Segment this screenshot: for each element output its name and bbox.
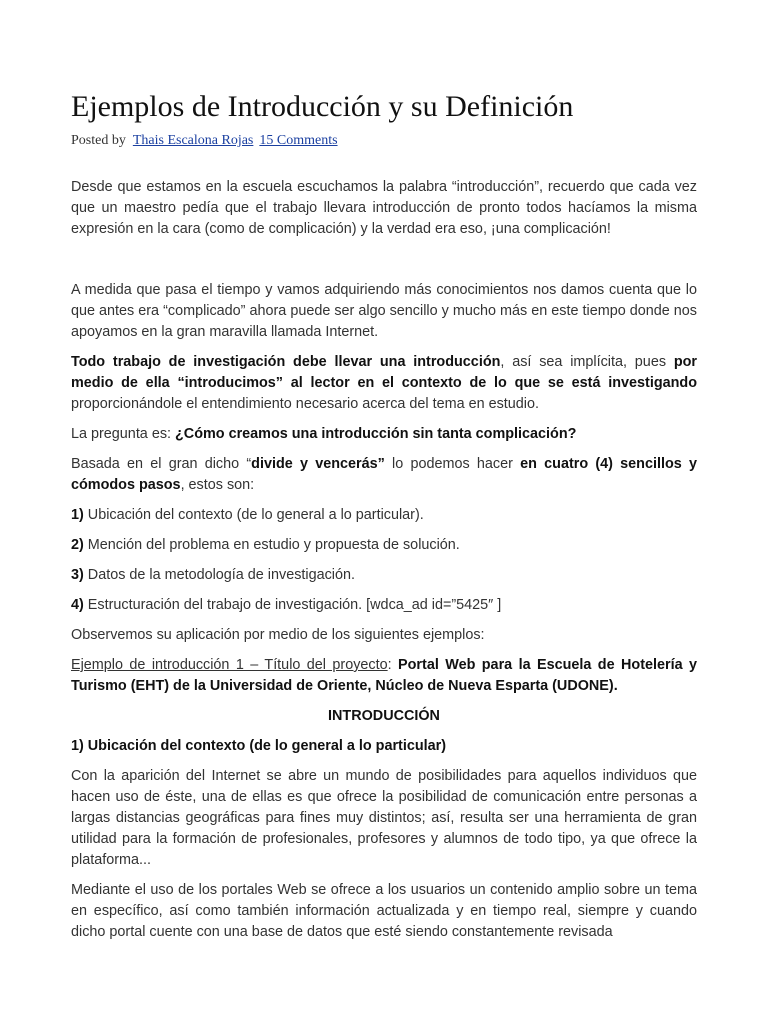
bold-text: por medio de ella “introducimos” al lector en el contexto de lo que se está investigando [71,354,698,391]
bold-question: ¿Cómo creamos una introducción sin tanta complicación? [175,426,577,442]
example-title: Portal Web para la Escuela de Hotelería y Turismo (EHT) de la Universidad de Oriente, Núcleo de Nueva Esparta (UDONE). [71,657,698,694]
step-number: 3) [71,567,84,583]
paragraph-portals: Mediante el uso de los portales Web se ofrece a los usuarios un contenido amplio sobre un tema en específico, así como también información actualizada y en tiempo real, siempre y cuando dicho portal cuente con una base de datos que esté siendo constantemente revisada [71,882,697,940]
paragraph-intro: Desde que estamos en la escuela escuchamos la palabra “introducción”, recuerdo que cada vez que un maestro pedía que el trabajo llevara introducción de pronto todos hacíamos la misma expresión en la cara (como de complicación) y la verdad era eso, ¡una complicación! [71,179,697,237]
subsection-heading: 1) Ubicación del contexto (de lo general a lo particular) [71,738,447,754]
bold-text: en cuatro (4) sencillos y cómodos pasos [71,456,697,493]
step-text: Mención del problema en estudio y propuesta de solución. [83,537,460,553]
example-label: Ejemplo de introducción 1 – Título del proyecto [71,657,388,673]
step-item [71,505,697,526]
paragraph-research: Todo trabajo de investigación debe llevar una introducción, así sea implícita, pues por medio de ella “introducimos” al lector en el contexto de lo que se está investigando proporcionándole el entendimiento necesario acerca del tema en estudio. [71,354,698,412]
step-number: 1) [71,507,84,523]
step-text: Estructuración del trabajo de investigación. [wdca_ad id=”5425″ ] [83,597,502,613]
step-number: 2) [71,537,84,553]
paragraph-question: La pregunta es: ¿Cómo creamos una introducción sin tanta complicación? [71,426,577,442]
comments-link[interactable]: 15 Comments [259,133,338,148]
paragraph-internet: Con la aparición del Internet se abre un mundo de posibilidades para aquellos individuos que hacen uso de éste, una de ellas es que ofrece la posibilidad de comunicación entre personas a largas distancias geográficas para fines muy distintos; así, resulta ser una herramienta de gran utilidad para la formación de profesionales, profesores y alumnos de todo tipo, ya que ofrece la plataforma... [71,768,697,868]
step-item [71,565,697,586]
bold-text: divide y vencerás” [251,456,385,472]
article-title: Ejemplos de Introducción y su Definición [71,90,574,123]
step-text: Ubicación del contexto (de lo general a lo particular). [83,507,424,523]
section-heading: INTRODUCCIÓN [328,708,440,724]
posted-by-label: Posted by [71,133,126,148]
paragraph-saying: Basada en el gran dicho “divide y vencerás” lo podemos hacer en cuatro (4) sencillos y cómodos pasos, estos son: [71,456,697,493]
step-number: 4) [71,597,84,613]
paragraph-time: A medida que pasa el tiempo y vamos adquiriendo más conocimientos nos damos cuenta que lo que antes era “complicado” ahora puede ser algo sencillo y mucho más en este tiempo donde nos apoyamos en la gran maravilla llamada Internet. [71,282,697,340]
example-heading: Ejemplo de introducción 1 – Título del proyecto: Portal Web para la Escuela de Hotelería y Turismo (EHT) de la Universidad de Oriente, Núcleo de Nueva Esparta (UDONE). [71,657,698,694]
paragraph-examples: Observemos su aplicación por medio de los siguientes ejemplos: [71,627,485,643]
step-item [71,535,697,556]
bold-text: Todo trabajo de investigación debe llevar una introducción [71,354,501,370]
author-link[interactable]: Thais Escalona Rojas [132,133,254,148]
step-item [71,595,697,616]
step-text: Datos de la metodología de investigación. [83,567,355,583]
byline [71,133,697,149]
